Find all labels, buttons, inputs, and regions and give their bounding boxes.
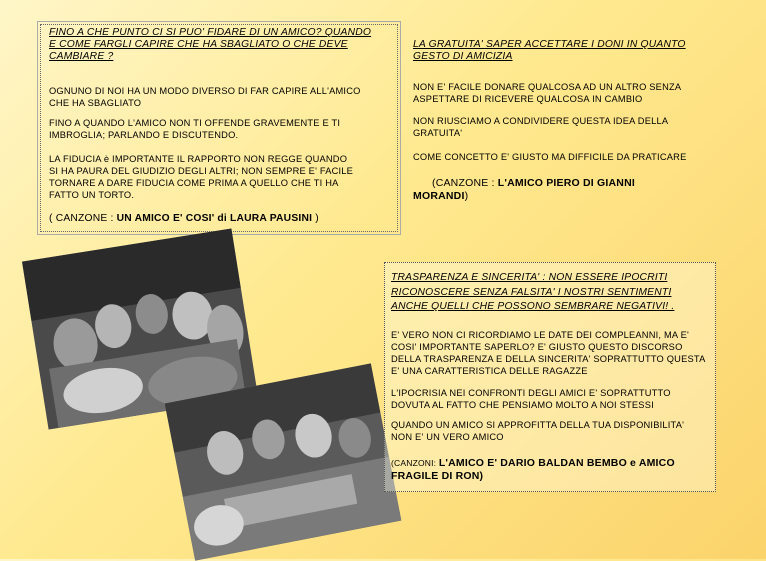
left-paragraph-2: FINO A QUANDO L'AMICO NON TI OFFENDE GRAVEMENTE E TI IMBROGLIA; PARLANDO E DISCUTENDO. — [49, 118, 341, 140]
right-bottom-paragraph-3: QUANDO UN AMICO SI APPROFITTA DELLA TUA DISPONIBILITA' NON E' UN VERO AMICO — [391, 420, 685, 442]
left-heading: FINO A CHE PUNTO CI SI PUO' FIDARE DI UN AMICO? QUANDO E COME FARGLI CAPIRE CHE HA SBAGLIATO O CHE DEVE CAMBIARE ? — [49, 27, 372, 62]
left-song-suffix: ) — [312, 213, 319, 224]
right-top-song-title: L'AMICO PIERO DI GIANNI MORANDI — [413, 177, 635, 202]
right-bottom-heading: TRASPARENZA E SINCERITA' : NON ESSERE IPOCRITI RICONOSCERE SENZA FALSITA' I NOSTRI SENTIMENTI ANCHE QUELLI CHE POSSONO SEMBRARE NEGATIVI! . — [391, 272, 675, 312]
right-bottom-text-box — [384, 262, 716, 492]
right-top-song-prefix: (CANZONE : — [432, 177, 498, 189]
right-bottom-song-title: L'AMICO E' DARIO BALDAN BEMBO e AMICO FRAGILE DI RON) — [391, 457, 675, 482]
left-song-prefix: ( CANZONE : — [49, 213, 117, 224]
right-top-song-line — [413, 177, 683, 203]
right-bottom-song-line — [391, 457, 691, 483]
left-paragraph-3: LA FIDUCIA è IMPORTANTE IL RAPPORTO NON REGGE QUANDO SI HA PAURA DEL GIUDIZIO DEGLI ALTRI; NON SEMPRE E' FACILE TORNARE A DARE FIDUCIA COME PRIMA A QUELLO CHE TI HA FATTO UN TORTO. — [49, 154, 354, 200]
right-top-paragraph-3: COME CONCETTO E' GIUSTO MA DIFFICILE DA PRATICARE — [413, 152, 687, 162]
right-bottom-song-prefix: (CANZONI: — [391, 458, 439, 468]
right-bottom-paragraph-1: E' VERO NON CI RICORDIAMO LE DATE DEI COMPLEANNI, MA E' COSI' IMPORTANTE SAPERLO? E' GIUSTO QUESTO DISCORSO DELLA TRASPARENZA E DELLA SINCERITA' SOPRATTUTTO QUESTA E' UNA CARATTERISTICA DELLE RAGAZZE — [391, 330, 705, 376]
left-song-line — [49, 213, 389, 225]
left-paragraph-1: OGNUNO DI NOI HA UN MODO DIVERSO DI FAR CAPIRE ALL'AMICO CHE HA SBAGLIATO — [49, 86, 361, 108]
right-top-heading: LA GRATUITA' SAPER ACCETTARE I DONI IN QUANTO GESTO DI AMICIZIA — [413, 39, 686, 62]
right-top-song-suffix: ) — [464, 190, 469, 202]
right-top-paragraph-2: NON RIUSCIAMO A CONDIVIDERE QUESTA IDEA DELLA GRATUITA' — [413, 116, 668, 138]
right-bottom-paragraph-2: L'IPOCRISIA NEI CONFRONTI DEGLI AMICI E' SOPRATTUTTO DOVUTA AL FATTO CHE PENSIAMO MOLTO A NOI STESSI — [391, 388, 671, 410]
left-text-box — [40, 24, 398, 232]
left-song-title: UN AMICO E' COSI' di LAURA PAUSINI — [116, 213, 313, 224]
right-top-paragraph-1: NON E' FACILE DONARE QUALCOSA AD UN ALTRO SENZA ASPETTARE DI RICEVERE QUALCOSA IN CAMBIO — [413, 82, 681, 104]
